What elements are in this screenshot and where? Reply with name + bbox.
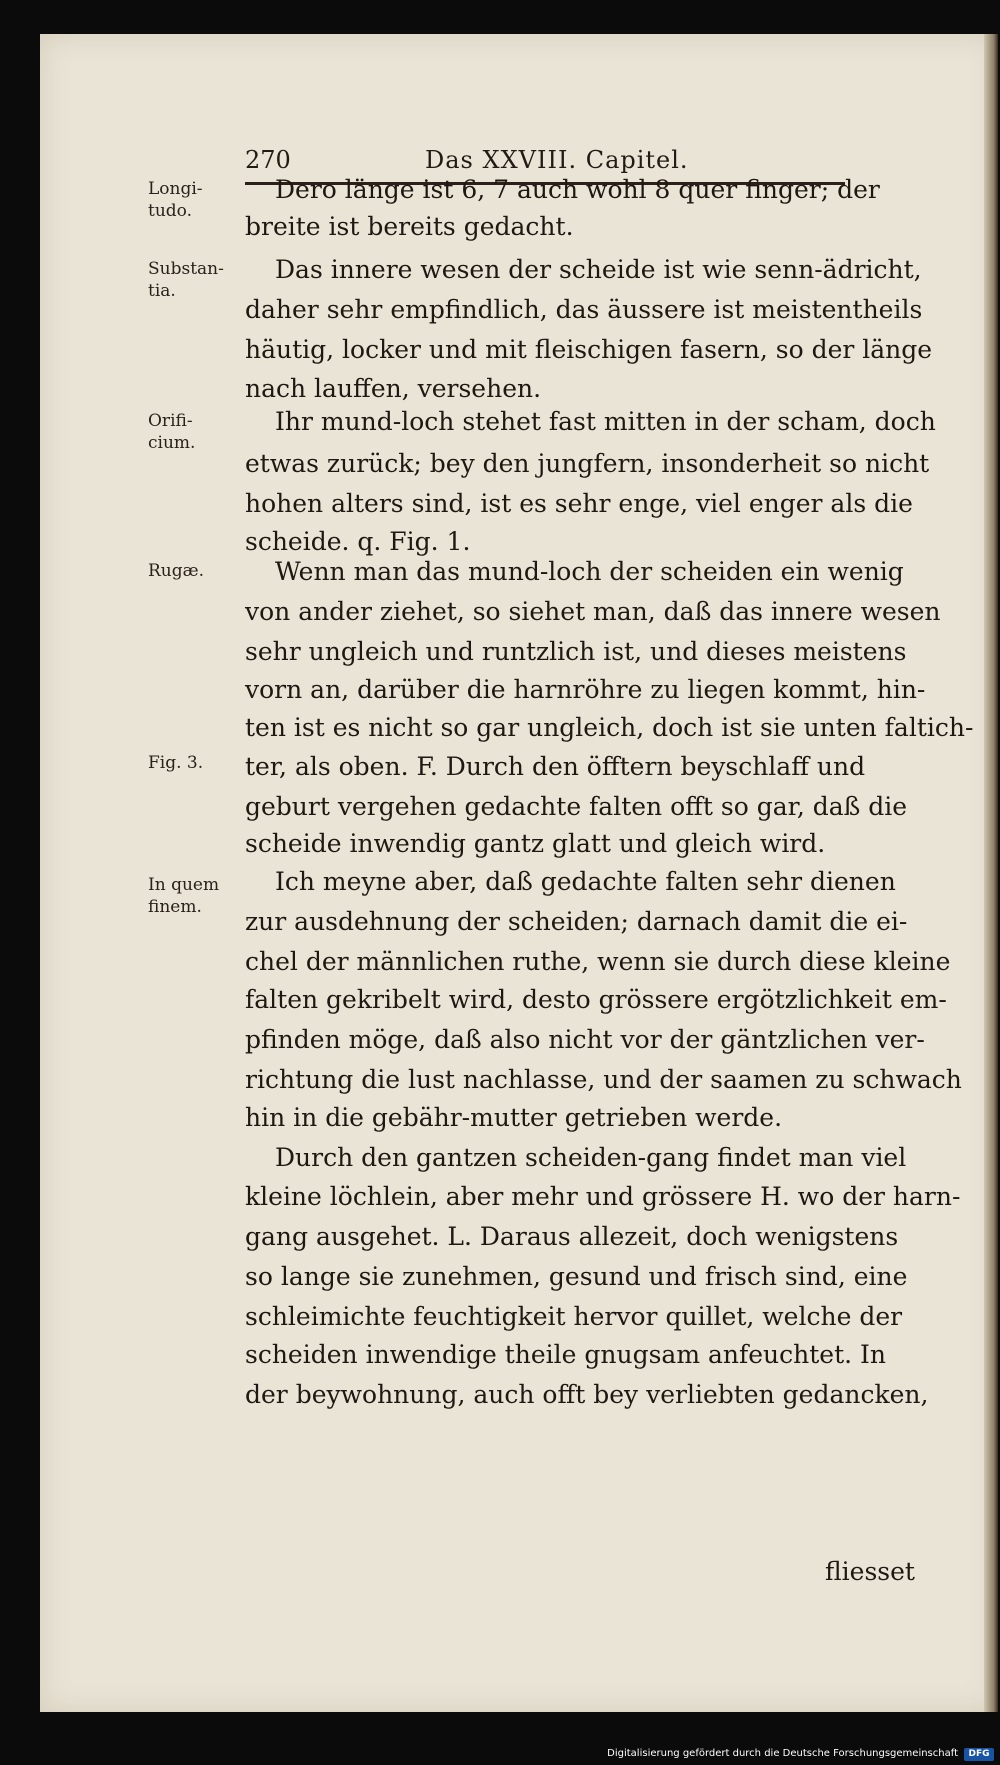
text-line: häutig, locker und mit fleischigen fasern, so der länge (245, 335, 933, 364)
text-line: geburt vergehen gedachte falten offt so gar, daß die (245, 792, 908, 821)
text-line: so lange sie zunehmen, gesund und frisch sind, eine (245, 1262, 908, 1291)
text-line: scheide. q. Fig. 1. (245, 527, 471, 556)
text-line: gang ausgehet. L. Daraus allezeit, doch wenigstens (245, 1222, 899, 1251)
text-line: Ich meyne aber, daß gedachte falten sehr dienen (275, 867, 896, 896)
margin-note-rugae: Rugæ. (148, 561, 205, 581)
dfg-logo: DFG (964, 1748, 994, 1761)
margin-note-substantia: Substan- tia. (148, 259, 224, 301)
text-line: vorn an, darüber die harnröhre zu liegen kommt, hin- (245, 675, 926, 704)
catchword: fliesset (825, 1557, 915, 1586)
text-line: schleimichte feuchtigkeit hervor quillet, welche der (245, 1302, 903, 1331)
page-number: 270 (245, 146, 291, 174)
text-line: Wenn man das mund-loch der scheiden ein wenig (275, 557, 904, 586)
text-line: kleine löchlein, aber mehr und grössere H. wo der harn- (245, 1182, 961, 1211)
text-line: hohen alters sind, ist es sehr enge, viel enger als die (245, 489, 913, 518)
text-line: zur ausdehnung der scheiden; darnach damit die ei- (245, 907, 908, 936)
text-line: hin in die gebähr-mutter getrieben werde. (245, 1103, 783, 1132)
margin-note-fig3: Fig. 3. (148, 753, 204, 773)
text-line: von ander ziehet, so siehet man, daß das innere wesen (245, 597, 941, 626)
text-line: nach lauffen, versehen. (245, 374, 542, 403)
text-line: ter, als oben. F. Durch den öfftern beyschlaff und (245, 752, 866, 781)
text-line: richtung die lust nachlasse, und der saamen zu schwach (245, 1065, 962, 1094)
text-line: scheiden inwendige theile gnugsam anfeuchtet. In (245, 1340, 886, 1369)
text-line: scheide inwendig gantz glatt und gleich wird. (245, 829, 826, 858)
digitization-credit: Digitalisierung gefördert durch die Deutsche Forschungsgemeinschaft (607, 1748, 958, 1759)
text-line: Ihr mund-loch stehet fast mitten in der scham, doch (275, 407, 936, 436)
margin-note-in-quem-finem: In quem finem. (148, 875, 220, 917)
text-line: breite ist bereits gedacht. (245, 212, 574, 241)
text-line: Dero länge ist 6, 7 auch wohl 8 quer finger; der (275, 175, 880, 204)
text-line: der beywohnung, auch offt bey verliebten gedancken, (245, 1380, 929, 1409)
text-line: pfinden möge, daß also nicht vor der gäntzlichen ver- (245, 1025, 925, 1054)
text-line: falten gekribelt wird, desto grössere ergötzlichkeit em- (245, 985, 947, 1014)
text-line: ten ist es nicht so gar ungleich, doch ist sie unten faltich- (245, 713, 974, 742)
margin-note-orificium: Orifi- cium. (148, 411, 196, 453)
margin-note-longitudo: Longi- tudo. (148, 179, 203, 221)
running-title: Das XXVIII. Capitel. (425, 146, 689, 174)
page-edge (984, 34, 998, 1712)
text-line: etwas zurück; bey den jungfern, insonderheit so nicht (245, 449, 930, 478)
text-line: sehr ungleich und runtzlich ist, und dieses meistens (245, 637, 907, 666)
text-line: daher sehr empfindlich, das äussere ist meistentheils (245, 295, 923, 324)
text-line: Durch den gantzen scheiden-gang findet man viel (275, 1143, 907, 1172)
text-line: Das innere wesen der scheide ist wie senn-ädricht, (275, 255, 922, 284)
text-line: chel der männlichen ruthe, wenn sie durch diese kleine (245, 947, 951, 976)
